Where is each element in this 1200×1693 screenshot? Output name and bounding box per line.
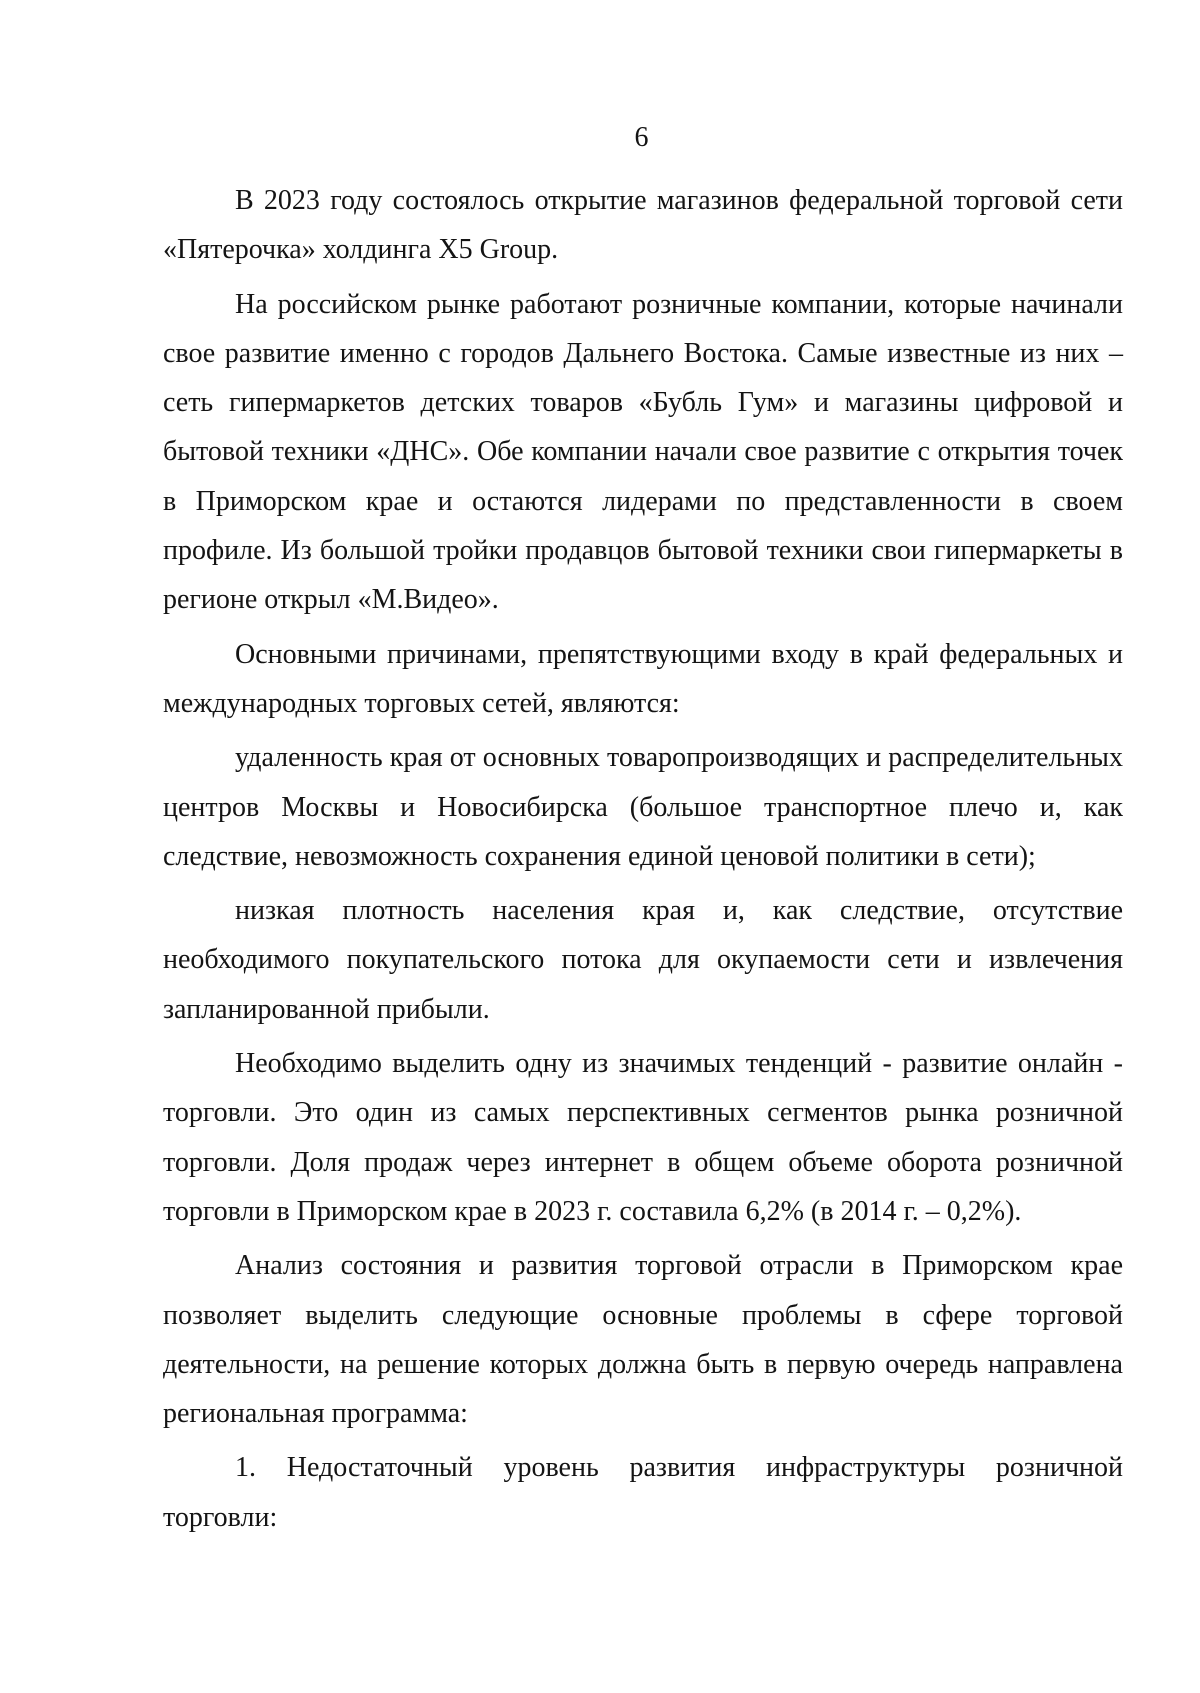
- page-number: 6: [634, 122, 649, 153]
- paragraph-problems-analysis: Анализ состояния и развития торговой отрасли в Приморском крае позволяет выделить следующие основные проблемы в сфере торговой деятельности, на решение которых должна быть в первую очередь направлена региональная программа:: [163, 1250, 1123, 1430]
- document-body: [163, 176, 1123, 1547]
- paragraph-entry-barriers-intro: Основными причинами, препятствующими входу в край федеральных и международных торговых сетей, являются:: [163, 638, 1123, 719]
- paragraph-barrier-low-density: низкая плотность населения края и, как следствие, отсутствие необходимого покупательского потока для окупаемости сети и извлечения запланированной прибыли.: [163, 895, 1123, 1025]
- paragraph-far-east-retailers: На российском рынке работают розничные компании, которые начинали свое развитие именно с городов Дальнего Востока. Самые известные из них – сеть гипермаркетов детских товаров «Бубль Гум» и магазины цифровой и бытовой техники «ДНС». Обе компании начали свое развитие с открытия точек в Приморском крае и остаются лидерами по представленности в своем профиле. Из большой тройки продавцов бытовой техники свои гипермаркеты в регионе открыл «М.Видео».: [163, 288, 1123, 616]
- paragraph-online-trade: Необходимо выделить одну из значимых тенденций - развитие онлайн - торговли. Это один из самых перспективных сегментов рынка розничной торговли. Доля продаж через интернет в общем объеме оборота розничной торговли в Приморском крае в 2023 г. составила 6,2% (в 2014 г. – 0,2%).: [163, 1048, 1123, 1227]
- paragraph-pyaterochka-opening: В 2023 году состоялось открытие магазинов федеральной торговой сети «Пятерочка» холдинга X5 Group.: [163, 185, 1123, 266]
- paragraph-problem-1: 1. Недостаточный уровень развития инфраструктуры розничной торговли:: [163, 1452, 1123, 1533]
- paragraph-barrier-remoteness: удаленность края от основных товаропроизводящих и распределительных центров Москвы и Новосибирска (большое транспортное плечо и, как следствие, невозможность сохранения единой ценовой политики в сети);: [163, 742, 1123, 872]
